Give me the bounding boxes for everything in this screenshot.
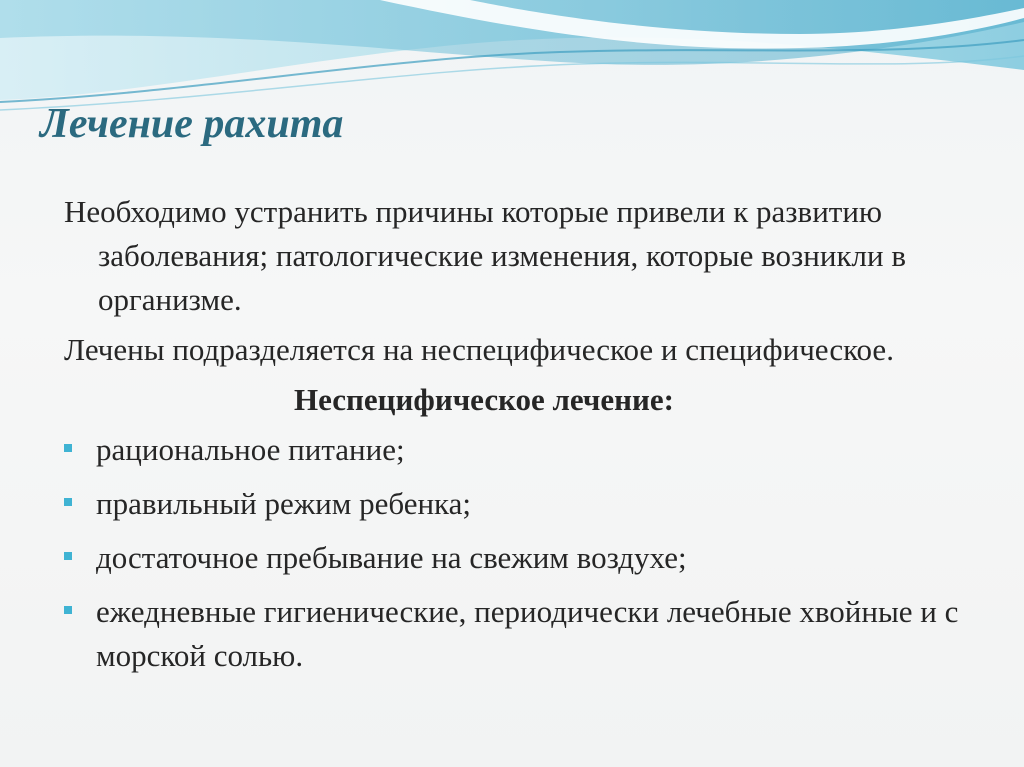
- subheading: Неспецифическое лечение:: [294, 382, 674, 417]
- paragraph-types: Лечены подразделяется на неспецифическое и специфическое.: [64, 332, 894, 367]
- list-item-text: ежедневные гигиенические, периодически лечебные хвойные и с морской солью.: [96, 594, 959, 673]
- slide-title: Лечение рахита: [40, 101, 344, 147]
- square-bullet-icon: [64, 444, 72, 452]
- square-bullet-icon: [64, 498, 72, 506]
- list-item-text: правильный режим ребенка;: [96, 486, 472, 521]
- treatment-list: [64, 428, 984, 678]
- list-item-text: рациональное питание;: [96, 432, 405, 467]
- list-item: [64, 536, 984, 580]
- list-item: [64, 428, 984, 472]
- square-bullet-icon: [64, 606, 72, 614]
- list-item: [64, 482, 984, 526]
- slide-body: [64, 190, 984, 688]
- list-item: [64, 590, 984, 678]
- list-item-text: достаточное пребывание на свежим воздухе;: [96, 540, 687, 575]
- paragraph-causes: Необходимо устранить причины которые привели к развитию заболевания; патологические изменения, которые возникли в организме.: [64, 194, 906, 317]
- square-bullet-icon: [64, 552, 72, 560]
